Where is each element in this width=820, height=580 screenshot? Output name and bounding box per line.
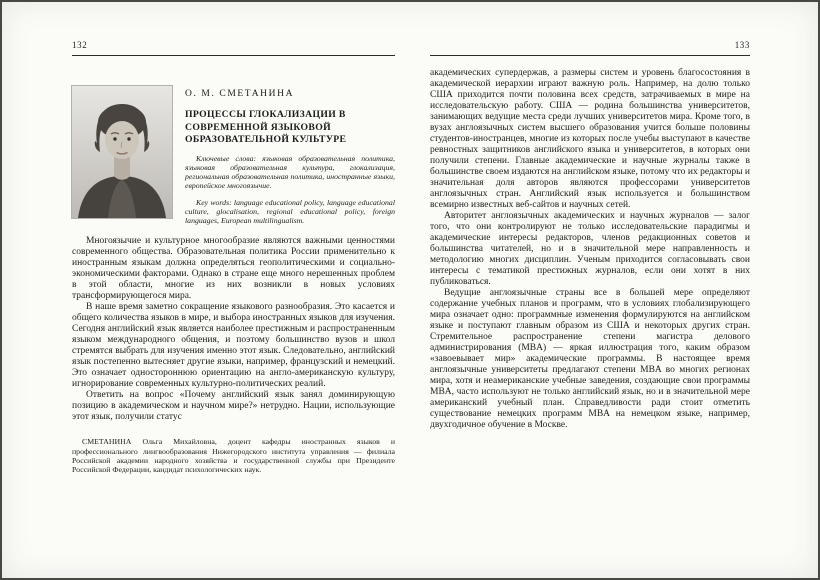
body-text-left	[72, 236, 395, 423]
page-132	[72, 40, 395, 474]
page-number-right: 133	[734, 40, 750, 50]
header-rule-left	[72, 55, 395, 56]
article-header	[72, 86, 395, 225]
body-text-right	[430, 68, 750, 431]
paragraph: Ведущие англоязычные страны все в большей мере определяют содержание учебных планов и программ, что в условиях глобализирующего мира означает одно: программные изменения формулируются на английском языке и поступают главным образом из США и некоторых других стран. Стремительное распространение степени магистра делового администрирования (MBA) — яркая иллюстрация того, каким образом «завоевывает мир» академические программы. В настоящее время англоязычные университеты предлагают степени MBA во многих регионах мира, хотя и неамериканские учебные заведения, создающие свои программы MBA, часто используют не только английский язык, но и в значительной мере американский учебный план. Справедливости ради стоит отметить существование немецких программ MBA на немецком языке, например, двухгодичное обучение в Москве.	[430, 288, 750, 430]
header-rule-right	[430, 55, 750, 56]
keywords-ru: Ключевые слова: языковая образовательная политика, языковая образовательная культура, глокализация, региональная образовательная политика, иностранные языки, европейское многоязычие.	[185, 153, 395, 191]
keywords-en: Key words: language educational policy, language educational culture, glocalisation, regional educational policy, foreign languages, European multilingualism.	[185, 197, 395, 225]
paragraph: Авторитет англоязычных академических и научных журналов — залог того, что они контролируют не только исследовательские парадигмы и академические интересы редакторов, членов редакционных советов и большинства читателей, но и в значительной мере направленность и методологию многих дисциплин. Ученым приходится согласовывать свои интересы с тематикой престижных журналов, если они хотят в них публиковаться.	[430, 211, 750, 287]
paragraph: академических супердержав, а размеры систем и уровень благосостояния в академической иерархии играют важную роль. Например, на долю только США приходится почти половина всех средств, затрачиваемых в мире на исследовательскую работу. США — родина большинства университетов, занимающих ведущие места среди лучших университетов мира. Кроме того, в вузах англоязычных систем высшего образования учится больше половины студентов-иностранцев, многие из которых после учебы выступают в качестве ревностных защитников английского языка и университетов, в которых они получили степени. Главные академические и научные журналы также в большинстве своем издаются на английском языке, потому что их редакторы и значительная доля авторов являются профессорами университетов англоязычных стран. Английский язык используется и большинством всемирно известных веб-сайтов и научных сетей.	[430, 68, 750, 210]
article-title: ПРОЦЕССЫ ГЛОКАЛИЗАЦИИ В СОВРЕМЕННОЙ ЯЗЫКОВОЙ ОБРАЗОВАТЕЛЬНОЙ КУЛЬТУРЕ	[185, 109, 347, 146]
paragraph: В наше время заметно сокращение языкового разнообразия. Это касается и общего количества языков в мире, и выбора иностранных языков для изучения. Сегодня английский язык является наиболее престижным и распространенным языком международного общения, и поэтому большинство вузов и школ стремятся выбрать для изучения именно этот язык. Следовательно, английский язык постепенно вытесняет другие языки, например, французский и немецкий. Это означает одностороннюю ориентацию на англо-американскую культуру, игнорирование современных культурно-политических реалий.	[72, 302, 395, 390]
paragraph: Многоязычие и культурное многообразие являются важными ценностями современного общества. Образовательная политика России применительно к иностранным языкам должна определяться геополитическими и социально-экономическими факторами. Однако в стране еще много нерешенных проблем в этой области, многие из них возникли в новых условиях трансформирующегося мира.	[72, 236, 395, 302]
page-number-left: 132	[72, 40, 88, 50]
author-name: О. М. СМЕТАНИНА	[185, 89, 295, 99]
author-bio-footnote: СМЕТАНИНА Ольга Михайловна, доцент кафедры иностранных языков и профессионального лингвообразования Нижегородского института управления — филиала Российской академии народного хозяйства и государственной службы при Президенте Российской Федерации, кандидат психологических наук.	[72, 437, 395, 475]
paragraph: Ответить на вопрос «Почему английский язык занял доминирующую позицию в академическом и научном мире?» нетрудно. Нации, использующие этот язык, получили статус	[72, 390, 395, 423]
portrait-illustration	[72, 86, 172, 218]
page-133	[430, 40, 750, 431]
article-title-block	[185, 86, 395, 225]
author-photo	[72, 86, 172, 218]
